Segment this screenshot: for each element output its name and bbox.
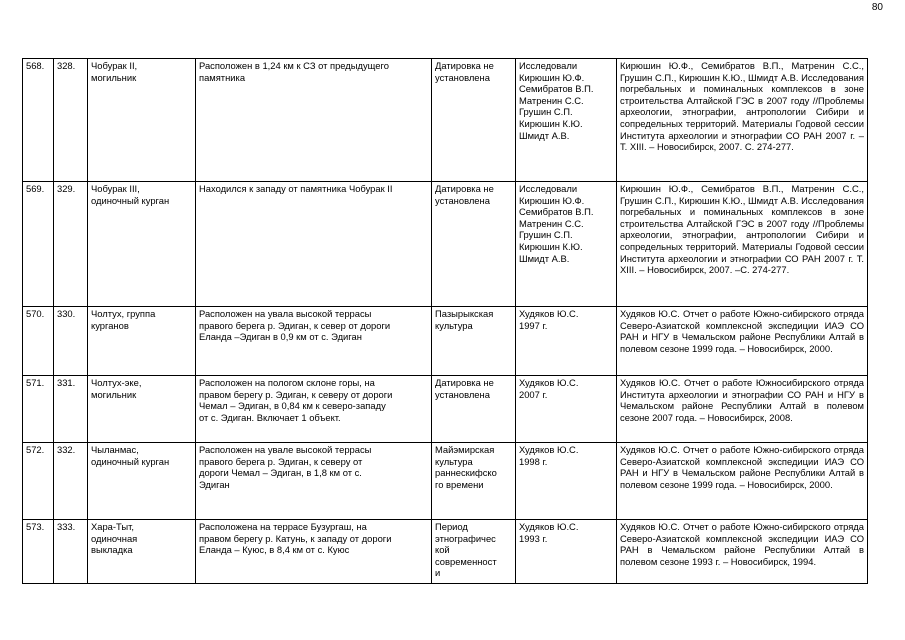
site-dating-line: Период <box>435 521 468 532</box>
site-location-line: правого берега р. Эдиган, к северу от <box>199 455 363 467</box>
site-location-line: правом берегу р. Катунь, к западу от дороги <box>199 532 392 544</box>
site-dating-line: Пазырыкская <box>435 308 494 319</box>
site-dating-line: и <box>435 567 441 579</box>
site-location <box>196 59 432 182</box>
table-row <box>23 307 868 376</box>
site-literature: Худяков Ю.С. Отчет о работе Южносибирского отряда Института археологии и этнографии СО РАН и НГУ в Чемальском районе Республики Алтай в полевом сезоне 2007 года. – Новосибирск, 2008. <box>617 376 868 443</box>
site-location-line: памятника <box>199 71 246 83</box>
site-location <box>196 443 432 520</box>
site-location-line: Находился к западу от памятника Чобурак II <box>199 183 393 194</box>
registry-body <box>23 59 868 584</box>
site-researcher <box>516 307 617 376</box>
site-researcher-line: Худяков Ю.С. <box>519 377 579 388</box>
site-researcher <box>516 182 617 307</box>
site-name-line: одиночный курган <box>91 194 170 206</box>
site-name <box>88 376 196 443</box>
entry-number: 573. <box>23 520 54 584</box>
site-researcher-line: Матренин С.С. <box>519 217 584 229</box>
site-name-line: курганов <box>91 319 129 331</box>
site-researcher-line: Семибратов В.П. <box>519 206 594 218</box>
site-dating-line: культура <box>435 455 473 467</box>
site-location-line: Расположен на пологом склоне горы, на <box>199 377 375 388</box>
site-location-line: Расположен на увала высокой террасы <box>199 308 372 319</box>
entry-subnumber: 329. <box>54 182 88 307</box>
site-researcher-line: Кирюшин Ю.Ф. <box>519 71 585 83</box>
entry-number: 572. <box>23 443 54 520</box>
site-dating-line: установлена <box>435 388 490 400</box>
entry-number: 571. <box>23 376 54 443</box>
site-researcher <box>516 443 617 520</box>
site-name-line: Хара-Тыт, <box>91 521 134 532</box>
site-researcher-line: Кирюшин Ю.Ф. <box>519 194 585 206</box>
site-dating <box>432 443 516 520</box>
entry-subnumber: 332. <box>54 443 88 520</box>
site-name <box>88 182 196 307</box>
site-dating <box>432 59 516 182</box>
site-location-line: Еланда –Эдиган в 0,9 км от с. Эдиган <box>199 331 362 343</box>
site-researcher-line: Исследовали <box>519 60 578 71</box>
site-dating-line: этнографичес <box>435 532 496 544</box>
site-name <box>88 59 196 182</box>
site-literature: Худяков Ю.С. Отчет о работе Южно-сибирского отряда Северо-Азиатской комплексной экспедиции ИАЭ СО РАН и НГУ в Чемальском районе Республики Алтай в полевом сезоне 1999 года. – Новосибирск, 2000. <box>617 443 868 520</box>
entry-subnumber: 328. <box>54 59 88 182</box>
site-dating-line: Датировка не <box>435 60 494 71</box>
site-researcher-line: Семибратов В.П. <box>519 83 594 95</box>
site-researcher-line: 1998 г. <box>519 455 548 467</box>
site-researcher-line: Грушин С.П. <box>519 229 573 241</box>
site-name-line: одиночный курган <box>91 455 170 467</box>
entry-number: 569. <box>23 182 54 307</box>
site-location <box>196 307 432 376</box>
site-researcher-line: Шмидт А.В. <box>519 129 570 141</box>
entry-subnumber: 330. <box>54 307 88 376</box>
site-dating-line: Майэмирская <box>435 444 495 455</box>
site-researcher-line: Шмидт А.В. <box>519 252 570 264</box>
site-literature: Кирюшин Ю.Ф., Семибратов В.П., Матренин С.С., Грушин С.П., Кирюшин К.Ю., Шмидт А.В. Исследования погребальных и поминальных комплексов в зоне строительства Алтайской ГЭС в 2007 году //Проблемы археологии, этнографии, антропологии Сибири и сопредельных территорий. Материалы Годовой сессии Института археологии и этнографии СО РАН 2007 г. Т. XIII. – Новосибирск, 2007. –С. 274-277. <box>617 182 868 307</box>
table-row <box>23 376 868 443</box>
table-row <box>23 182 868 307</box>
site-dating <box>432 520 516 584</box>
site-dating-line: установлена <box>435 71 490 83</box>
site-name-line: могильник <box>91 71 137 83</box>
site-literature: Кирюшин Ю.Ф., Семибратов В.П., Матренин С.С., Грушин С.П., Кирюшин К.Ю., Шмидт А.В. Исследования погребальных и поминальных комплексов в зоне строительства Алтайской ГЭС в 2007 году //Проблемы археологии, этнографии, антропологии Сибири и сопредельных территорий. Материалы Годовой сессии Института археологии и этнографии СО РАН 2007 г. – Т. XIII. – Новосибирск, 2007. С. 274-277. <box>617 59 868 182</box>
site-name <box>88 443 196 520</box>
site-name <box>88 520 196 584</box>
site-name-line: одиночная <box>91 532 138 544</box>
site-location <box>196 376 432 443</box>
site-researcher <box>516 376 617 443</box>
site-location-line: Расположен в 1,24 км к СЗ от предыдущего <box>199 60 389 71</box>
site-researcher-line: 1993 г. <box>519 532 548 544</box>
site-location-line: Расположена на террасе Бузургаш, на <box>199 521 367 532</box>
site-location-line: правого берега р. Эдиган, к север от дороги <box>199 319 391 331</box>
site-researcher-line: Кирюшин К.Ю. <box>519 117 583 129</box>
site-dating <box>432 182 516 307</box>
site-researcher-line: Худяков Ю.С. <box>519 308 579 319</box>
table-row <box>23 59 868 182</box>
site-dating-line: кой <box>435 544 450 556</box>
table-row <box>23 520 868 584</box>
site-name-line: могильник <box>91 388 137 400</box>
site-location-line: Еланда – Куюс, в 8,4 км от с. Куюс <box>199 544 350 556</box>
site-location-line: Расположен на увале высокой террасы <box>199 444 372 455</box>
site-location-line: правом берегу р. Эдиган, к северу от дороги <box>199 388 393 400</box>
site-name-line: Чыланмас, <box>91 444 139 455</box>
site-researcher-line: Кирюшин К.Ю. <box>519 240 583 252</box>
site-dating-line: раннескифско <box>435 467 497 479</box>
site-researcher-line: 1997 г. <box>519 319 548 331</box>
site-dating <box>432 307 516 376</box>
site-researcher-line: Худяков Ю.С. <box>519 444 579 455</box>
site-researcher-line: Матренин С.С. <box>519 94 584 106</box>
site-location <box>196 520 432 584</box>
site-dating <box>432 376 516 443</box>
site-dating-line: го времени <box>435 478 484 490</box>
site-dating-line: Датировка не <box>435 377 494 388</box>
site-dating-line: установлена <box>435 194 490 206</box>
entry-number: 570. <box>23 307 54 376</box>
site-researcher <box>516 520 617 584</box>
registry-table <box>22 58 868 584</box>
site-literature: Худяков Ю.С. Отчет о работе Южно-сибирского отряда Северо-Азиатской комплексной экспедиции ИАЭ СО РАН в Чемальском районе Республики Алтай в полевом сезоне 1993 г. – Новосибирск, 1994. <box>617 520 868 584</box>
site-location-line: от с. Эдиган. Включает 1 объект. <box>199 411 341 423</box>
site-location-line: Чемал – Эдиган, в 0,84 км к северо-западу <box>199 400 386 412</box>
site-location <box>196 182 432 307</box>
site-location-line: Эдиган <box>199 478 230 490</box>
site-name-line: Чолтух, группа <box>91 308 156 319</box>
site-dating-line: культура <box>435 319 473 331</box>
entry-subnumber: 331. <box>54 376 88 443</box>
entry-subnumber: 333. <box>54 520 88 584</box>
site-researcher-line: Исследовали <box>519 183 578 194</box>
site-dating-line: Датировка не <box>435 183 494 194</box>
site-name-line: выкладка <box>91 544 133 556</box>
entry-number: 568. <box>23 59 54 182</box>
site-name <box>88 307 196 376</box>
site-name-line: Чобурак III, <box>91 183 140 194</box>
site-researcher-line: Худяков Ю.С. <box>519 521 579 532</box>
site-researcher <box>516 59 617 182</box>
site-location-line: дороги Чемал – Эдиган, в 1,8 км от с. <box>199 467 362 479</box>
site-dating-line: современност <box>435 555 497 567</box>
site-literature: Худяков Ю.С. Отчет о работе Южно-сибирского отряда Северо-Азиатской комплексной экспедиции ИАЭ СО РАН и НГУ в Чемальском районе Республики Алтай в полевом сезоне 1999 года. – Новосибирск, 2000. <box>617 307 868 376</box>
site-name-line: Чолтух-эке, <box>91 377 142 388</box>
site-researcher-line: 2007 г. <box>519 388 548 400</box>
page-number: 80 <box>871 2 883 13</box>
table-row <box>23 443 868 520</box>
site-name-line: Чобурак II, <box>91 60 138 71</box>
site-researcher-line: Грушин С.П. <box>519 106 573 118</box>
